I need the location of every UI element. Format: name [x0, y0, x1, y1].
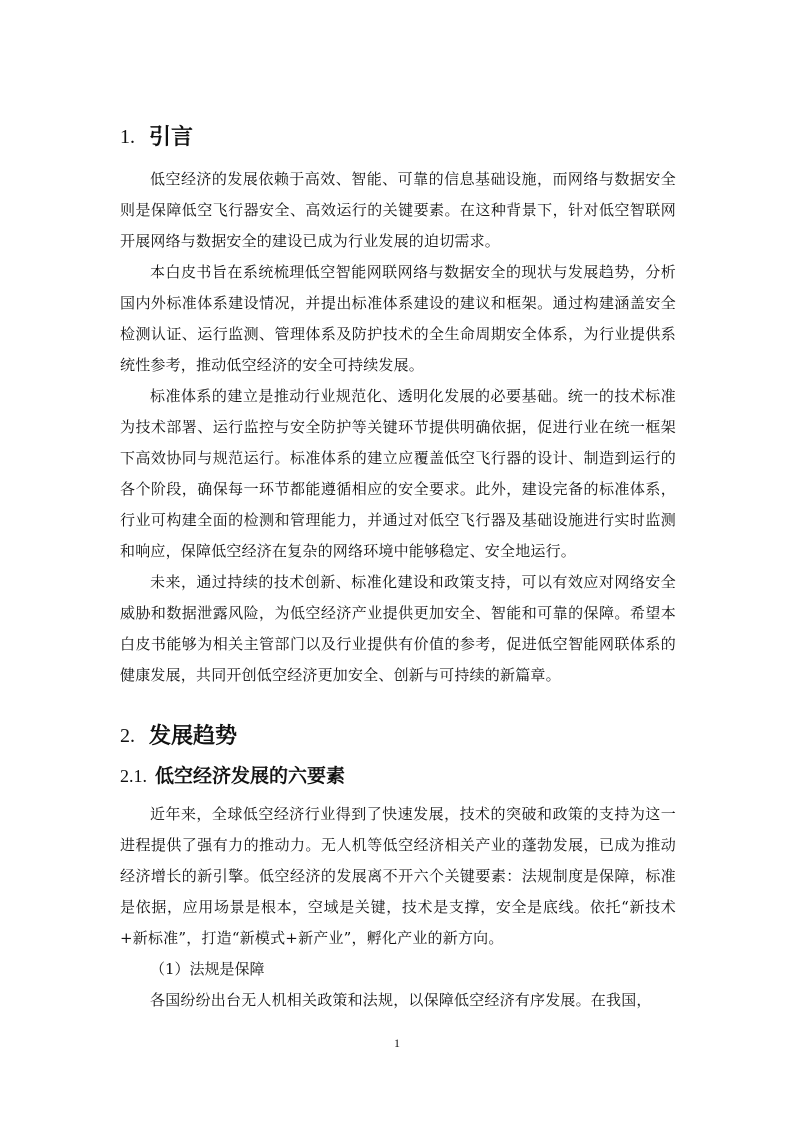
section-1-heading	[120, 118, 676, 156]
intro-paragraph-4: 未来，通过持续的技术创新、标准化建设和政策支持，可以有效应对网络安全威胁和数据泄露风险，为低空经济产业提供更加安全、智能和可靠的保障。希望本白皮书能够为相关主管部门以及行业提供有价值的参考，促进低空智能网联体系的健康发展，共同开创低空经济更加安全、创新与可持续的新篇章。	[120, 573, 676, 684]
six-elements-paragraph: 近年来，全球低空经济行业得到了快速发展，技术的突破和政策的支持为这一进程提供了强有力的推动力。无人机等低空经济相关产业的蓬勃发展，已成为推动经济增长的新引擎。低空经济的发展离不开六个关键要素：法规制度是保障，标准是依据，应用场景是根本，空域是关键，技术是支撑，安全是底线。依托“新技术+新标准”，打造“新模式+新产业”，孵化产业的新方向。	[120, 805, 676, 947]
item-1-text: 各国纷纷出台无人机相关政策和法规，以保障低空经济有序发展。在我国，	[150, 991, 652, 1009]
section-2-title: 发展趋势	[149, 723, 238, 749]
section-1-title: 引言	[149, 124, 194, 150]
subsection-2-1-number: 2.1.	[120, 766, 147, 786]
section-1-number: 1.	[120, 126, 135, 148]
section-2-heading	[120, 717, 676, 755]
page-content	[120, 118, 676, 1016]
intro-paragraph-3: 标准体系的建立是推动行业规范化、透明化发展的必要基础。统一的技术标准为技术部署、运行监控与安全防护等关键环节提供明确依据，促进行业在统一框架下高效协同与规范运行。标准体系的建立应覆盖低空飞行器的设计、制造到运行的各个阶段，确保每一环节都能遵循相应的安全要求。此外，建设完备的标准体系，行业可构建全面的检测和管理能力，并通过对低空飞行器及基础设施进行实时监测和响应，保障低空经济在复杂的网络环境中能够稳定、安全地运行。	[120, 387, 676, 560]
item-1-heading: （1）法规是保障	[150, 960, 265, 978]
subsection-2-1-title: 低空经济发展的六要素	[155, 765, 346, 787]
page-number: 1	[394, 1036, 400, 1050]
intro-paragraph-1: 低空经济的发展依赖于高效、智能、可靠的信息基础设施，而网络与数据安全则是保障低空飞行器安全、高效运行的关键要素。在这种背景下，针对低空智联网开展网络与数据安全的建设已成为行业发展的迫切需求。	[120, 170, 676, 250]
subsection-2-1-heading	[120, 759, 676, 793]
intro-paragraph-2: 本白皮书旨在系统梳理低空智能网联网络与数据安全的现状与发展趋势，分析国内外标准体系建设情况，并提出标准体系建设的建议和框架。通过构建涵盖安全检测认证、运行监测、管理体系及防护技术的全生命周期安全体系，为行业提供系统性参考，推动低空经济的安全可持续发展。	[120, 263, 676, 374]
section-2-number: 2.	[120, 725, 135, 747]
